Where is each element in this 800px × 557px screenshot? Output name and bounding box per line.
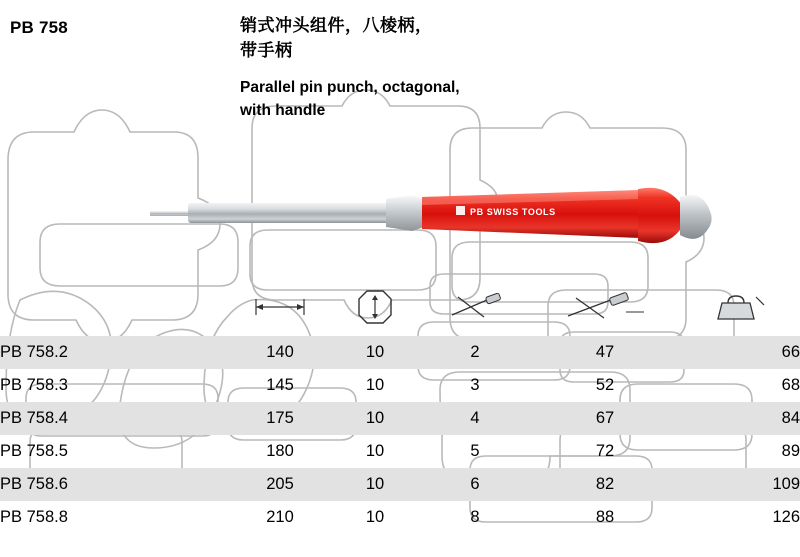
cell-code: PB 758.5 [0,442,68,460]
table-row[interactable] [0,501,800,534]
cell-pin-dia: 5 [470,442,480,460]
cell-shaft: 10 [365,508,385,526]
pin-diameter-icon [444,289,506,325]
cell-blade: 67 [530,402,680,435]
cell-length: 145 [266,376,294,394]
cell-pin-dia: 8 [470,508,480,526]
measurement-icon-row [0,286,800,328]
description-chinese-line1: 销式冲头组件，八棱柄， [240,16,433,35]
cell-length: 140 [230,336,330,369]
cell-code: PB 758.4 [0,402,230,435]
cell-code: PB 758.6 [0,468,230,501]
cell-code: PB 758.3 [0,376,68,394]
cell-shaft: 10 [330,402,420,435]
description-english-line2: with handle [240,101,326,119]
table-row[interactable] [0,402,800,435]
cell-code: PB 758.8 [0,508,68,526]
cell-pin-dia: 3 [470,376,480,394]
cell-pin-dia: 2 [420,336,530,369]
end-cap [680,195,712,239]
description-chinese-line2: 带手柄 [240,40,293,60]
cell-shaft: 10 [365,376,385,394]
cell-blade: 88 [595,508,615,526]
icon-cell-weight [680,286,800,328]
cell-shaft: 10 [330,468,420,501]
cell-blade: 47 [530,336,680,369]
product-description-block [240,14,660,122]
icon-cell-pin-diameter [420,286,530,328]
icon-cell-shaft [330,286,420,328]
cell-weight: 89 [781,442,800,460]
cell-length: 205 [230,468,330,501]
cell-weight: 126 [772,508,800,526]
description-english-line1: Parallel pin punch, octagonal, [240,79,460,97]
table-row[interactable] [0,468,800,501]
brand-marking [456,206,556,217]
cell-pin-dia: 6 [420,468,530,501]
cell-weight: 68 [781,376,800,394]
icon-cell-length [230,286,330,328]
blade-length-icon [560,290,650,324]
specification-table [0,336,800,534]
octagon-shaft-icon [355,287,395,327]
cell-blade: 72 [595,442,615,460]
cell-weight: 66 [680,336,800,369]
weight-icon [714,291,766,323]
cell-blade: 52 [595,376,615,394]
shaft [188,203,388,223]
cell-length: 180 [266,442,294,460]
cell-code: PB 758.2 [0,336,230,369]
cell-shaft: 10 [365,442,385,460]
cell-shaft: 10 [330,336,420,369]
cell-length: 175 [230,402,330,435]
cell-weight: 109 [680,468,800,501]
table-row[interactable] [0,435,800,468]
table-row[interactable] [0,336,800,369]
ferrule [386,195,424,231]
description-english [240,77,660,122]
handle-bulge [638,188,685,243]
cell-weight: 84 [680,402,800,435]
cell-length: 210 [266,508,294,526]
specification-table-body [0,336,800,534]
description-chinese [240,14,660,63]
cell-blade: 82 [530,468,680,501]
cell-pin-dia: 4 [420,402,530,435]
length-icon [252,292,308,322]
pin-tip [150,211,190,216]
svg-text:PB SWISS TOOLS: PB SWISS TOOLS [470,207,556,217]
icon-cell-blade-length [530,286,680,328]
product-code-title: PB 758 [10,18,68,37]
product-photo [140,175,740,260]
table-row[interactable] [0,369,800,402]
